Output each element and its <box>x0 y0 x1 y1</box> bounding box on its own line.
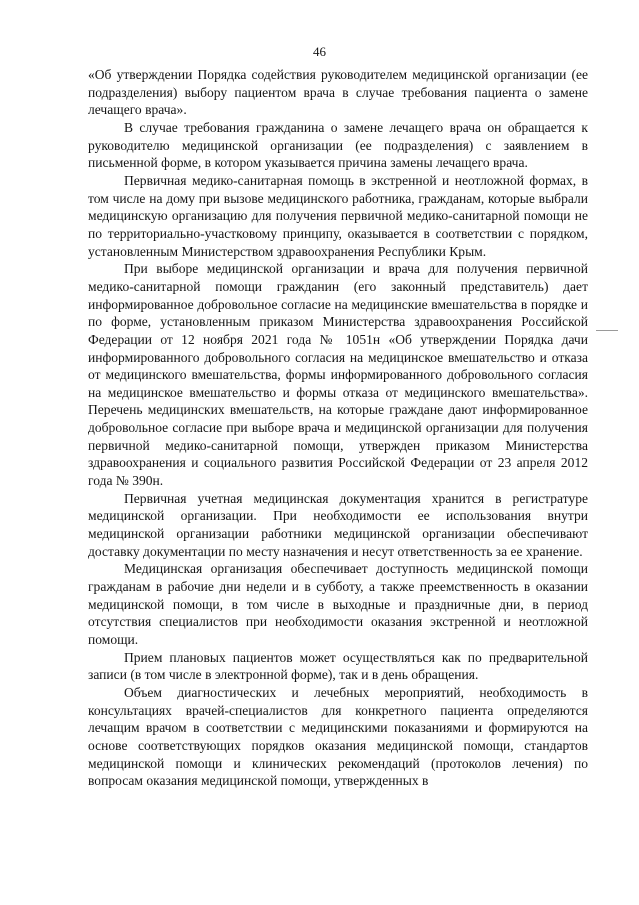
paragraph-medical-records: Первичная учетная медицинская документация хранится в регистратуре медицинской организации. При необходимости ее использования внутри медицинской организации работники медицинской организации обеспечивают доставку документации по месту назначения и несут ответственность за ее хранение. <box>88 490 588 559</box>
paragraph-appointments: Прием плановых пациентов может осуществляться как по предварительной записи (в том числе в электронной форме), так и в день обращения. <box>88 649 588 683</box>
paragraph-order-reference: «Об утверждении Порядка содействия руководителем медицинской организации (ее подразделения) выбору пациентом врача в случае требования пациента о замене лечащего врача». <box>88 67 588 118</box>
paragraph-diagnostics-scope: Объем диагностических и лечебных мероприятий, необходимость в консультациях врачей-специалистов для конкретного пациента определяются лечащим врачом в соответствии с медицинскими показаниями и формируются на основе соответствующих порядков оказания медицинской помощи, стандартов медицинской помощи и клинических рекомендаций (протоколов лечения) по вопросам оказания медицинской помощи, утвержденных в <box>88 684 588 789</box>
page-number: 46 <box>313 44 326 59</box>
paragraph-care-availability: Медицинская организация обеспечивает доступность медицинской помощи гражданам в рабочие дни недели и в субботу, а также преемственность в оказании медицинской помощи, в том числе в выходные и праздничные дни, в период отсутствия специалистов при необходимости оказания экстренной и неотложной помощи. <box>88 561 588 647</box>
document-body <box>88 66 588 790</box>
scan-artifact-line <box>596 330 618 331</box>
paragraph-emergency-care: Первичная медико-санитарная помощь в экстренной и неотложной формах, в том числе на дому при вызове медицинского работника, гражданам, которые выбрали медицинскую организацию для получения первичной медико-санитарной помощи не по территориально-участковому принципу, оказывается в соответствии с порядком, установленным Министерством здравоохранения Республики Крым. <box>88 172 588 259</box>
paragraph-doctor-replacement: В случае требования гражданина о замене лечащего врача он обращается к руководителю медицинской организации (ее подразделения) с заявлением в письменной форме, в котором указывается причина замены лечащего врача. <box>88 119 588 171</box>
paragraph-informed-consent: При выборе медицинской организации и врача для получения первичной медико-санитарной помощи гражданин (его законный представитель) дает информированное добровольное согласие на медицинские вмешательства в порядке и по форме, установленным приказом Министерства здравоохранения Российской Федерации от 12 ноября 2021 года № 1051н «Об утверждении Порядка дачи информированного добровольного согласия на медицинское вмешательство и отказа от медицинского вмешательства, формы информированного добровольного согласия на медицинское вмешательство и формы отказа от медицинского вмешательства». Перечень медицинских вмешательств, на которые граждане дают информированное добровольное согласие при выборе врача и медицинской организации для получения первичной медико-санитарной помощи, утвержден приказом Министерства здравоохранения и социального развития Российской Федерации от 23 апреля 2012 года № 390н. <box>88 261 588 489</box>
